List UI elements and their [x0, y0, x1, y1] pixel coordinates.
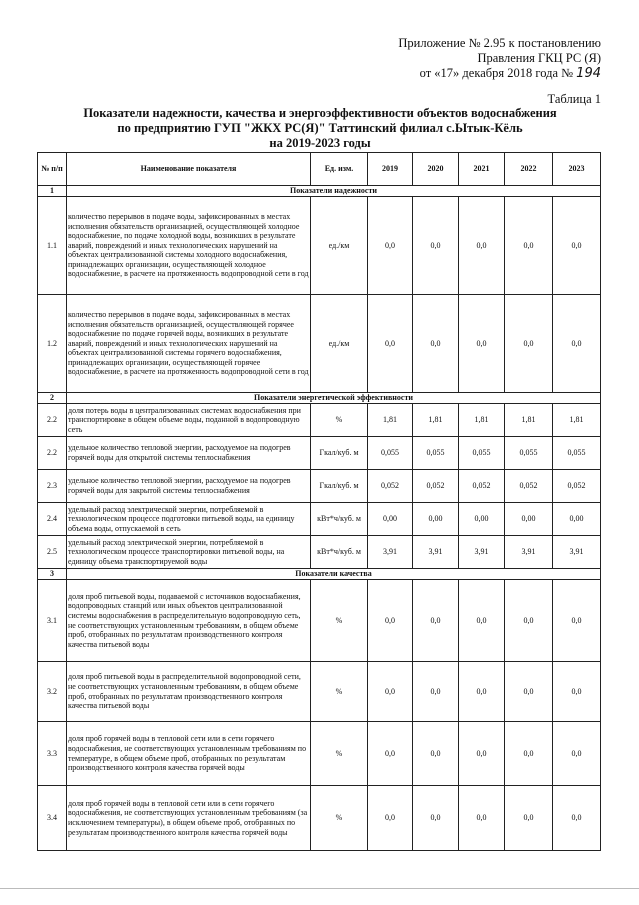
unit-cell: Гкал/куб. м: [311, 437, 368, 470]
value-cell: 0,0: [459, 786, 505, 851]
value-cell: 0,0: [553, 662, 601, 722]
indicators-table: [37, 152, 601, 851]
value-cell: 3,91: [459, 536, 505, 569]
appendix-line-2: Правления ГКЦ РС (Я): [477, 51, 601, 65]
unit-cell: %: [311, 404, 368, 437]
header-cell-2023: 2023: [553, 153, 601, 186]
value-cell: 0,00: [553, 503, 601, 536]
row-number: 2.3: [38, 470, 67, 503]
value-cell: 1,81: [368, 404, 413, 437]
value-cell: 0,0: [459, 722, 505, 786]
value-cell: 0,0: [505, 662, 553, 722]
header-cell-2022: 2022: [505, 153, 553, 186]
value-cell: 0,052: [505, 470, 553, 503]
unit-cell: %: [311, 662, 368, 722]
appendix-line-1: Приложение № 2.95 к постановлению: [398, 36, 601, 50]
row-number: 2.5: [38, 536, 67, 569]
value-cell: 0,0: [368, 580, 413, 662]
unit-cell: Гкал/куб. м: [311, 470, 368, 503]
value-cell: 1,81: [553, 404, 601, 437]
indicator-name: доля проб горячей воды в тепловой сети или в сети горячего водоснабжения, не соответствующих установленным требованиям по температуре, в общем объеме проб, отобранных по результатам производственного контроля качества горячей воды: [67, 722, 311, 786]
indicator-name: доля потерь воды в централизованных системах водоснабжения при транспортировке в общем объеме воды, поданной в водопроводную сеть: [67, 404, 311, 437]
section-number: 1: [38, 186, 67, 197]
section-number: 3: [38, 569, 67, 580]
section-row: [38, 569, 601, 580]
row-number: 1.1: [38, 197, 67, 295]
indicator-name: удельный расход электрической энергии, потребляемой в технологическом процессе подготовки питьевой воды, на единицу объема воды, отпускаемой в сеть: [67, 503, 311, 536]
table-row: [38, 722, 601, 786]
value-cell: 0,0: [505, 786, 553, 851]
value-cell: 1,81: [413, 404, 459, 437]
value-cell: 0,0: [413, 295, 459, 393]
section-row: [38, 393, 601, 404]
value-cell: 0,0: [459, 197, 505, 295]
page-bottom-edge: [0, 888, 639, 889]
value-cell: 0,055: [505, 437, 553, 470]
row-number: 1.2: [38, 295, 67, 393]
unit-cell: %: [311, 786, 368, 851]
indicator-name: доля проб питьевой воды в распределительной водопроводной сети, не соответствующих установленным требованиям, в общем объеме проб, отобранных по результатам производственного контроля качества питьевой воды: [67, 662, 311, 722]
value-cell: 0,00: [368, 503, 413, 536]
appendix-header: [398, 36, 601, 81]
value-cell: 0,052: [413, 470, 459, 503]
header-cell-name: Наименование показателя: [67, 153, 311, 186]
unit-cell: ед./км: [311, 295, 368, 393]
section-title: Показатели надежности: [67, 186, 601, 197]
indicator-name: количество перерывов в подаче воды, зафиксированных в местах исполнения обязательств организацией, осуществляющей холодное водоснабжение, по подаче холодной воды, возникших в результате аварий, повреждений и иных технологических нарушений на объектах централизованной системы холодного водоснабжения, принадлежащих организации, осуществляющей холодное водоснабжение, в расчете на протяженность водопроводной сети в год: [67, 197, 311, 295]
value-cell: 0,0: [368, 722, 413, 786]
indicator-name: доля проб горячей воды в тепловой сети или в сети горячего водоснабжения, не соответствующих установленным требованиям (за исключением температуры), в общем объеме проб, отобранных по результатам производственного контроля качества горячей воды: [67, 786, 311, 851]
value-cell: 3,91: [505, 536, 553, 569]
document-title: [30, 106, 610, 151]
appendix-line-3: [398, 66, 601, 81]
section-number: 2: [38, 393, 67, 404]
table-row: [38, 786, 601, 851]
row-number: 3.3: [38, 722, 67, 786]
table-row: [38, 404, 601, 437]
value-cell: 0,00: [505, 503, 553, 536]
unit-cell: ед./км: [311, 197, 368, 295]
value-cell: 0,052: [553, 470, 601, 503]
value-cell: 0,0: [413, 662, 459, 722]
value-cell: 0,0: [553, 722, 601, 786]
table-row: [38, 197, 601, 295]
header-cell-unit: Ед. изм.: [311, 153, 368, 186]
title-line-1: Показатели надежности, качества и энергоэффективности объектов водоснабжения: [83, 106, 557, 120]
value-cell: 0,0: [459, 580, 505, 662]
unit-cell: кВт*ч/куб. м: [311, 503, 368, 536]
table-body: [38, 186, 601, 851]
value-cell: 0,052: [368, 470, 413, 503]
row-number: 2.2: [38, 404, 67, 437]
value-cell: 0,052: [459, 470, 505, 503]
value-cell: 0,0: [553, 295, 601, 393]
header-cell-2020: 2020: [413, 153, 459, 186]
indicator-name: удельный расход электрической энергии, потребляемой в технологическом процессе транспортировки питьевой воды, на единицу объема транспортируемой воды: [67, 536, 311, 569]
table-row: [38, 295, 601, 393]
row-number: 3.1: [38, 580, 67, 662]
title-line-3: на 2019-2023 годы: [269, 136, 371, 150]
value-cell: 0,055: [553, 437, 601, 470]
indicator-name: доля проб питьевой воды, подаваемой с источников водоснабжения, водопроводных станций или иных объектов централизованной системы водоснабжения в распределительную водопроводную сеть, не соответствующих установленным требованиям, в общем объеме проб, отобранных по результатам производственного контроля качества питьевой воды: [67, 580, 311, 662]
indicator-name: удельное количество тепловой энергии, расходуемое на подогрев горячей воды для закрытой системы теплоснабжения: [67, 470, 311, 503]
value-cell: 0,0: [553, 580, 601, 662]
table-row: [38, 470, 601, 503]
table-row: [38, 662, 601, 722]
value-cell: 0,0: [413, 786, 459, 851]
table-label: Таблица 1: [547, 92, 601, 106]
value-cell: 0,00: [459, 503, 505, 536]
value-cell: 0,055: [368, 437, 413, 470]
value-cell: 0,0: [368, 197, 413, 295]
value-cell: 3,91: [368, 536, 413, 569]
unit-cell: %: [311, 722, 368, 786]
value-cell: 1,81: [505, 404, 553, 437]
header-cell-num: № п/п: [38, 153, 67, 186]
value-cell: 0,0: [553, 197, 601, 295]
value-cell: 0,0: [505, 197, 553, 295]
header-cell-2021: 2021: [459, 153, 505, 186]
section-title: Показатели энергетической эффективности: [67, 393, 601, 404]
value-cell: 0,0: [368, 295, 413, 393]
section-title: Показатели качества: [67, 569, 601, 580]
value-cell: 0,0: [459, 662, 505, 722]
row-number: 2.4: [38, 503, 67, 536]
value-cell: 0,0: [505, 580, 553, 662]
table-row: [38, 580, 601, 662]
header-cell-2019: 2019: [368, 153, 413, 186]
unit-cell: %: [311, 580, 368, 662]
indicator-name: удельное количество тепловой энергии, расходуемое на подогрев горячей воды для открытой системы теплоснабжения: [67, 437, 311, 470]
value-cell: 0,0: [413, 197, 459, 295]
unit-cell: кВт*ч/куб. м: [311, 536, 368, 569]
value-cell: 0,0: [553, 786, 601, 851]
row-number: 2.2: [38, 437, 67, 470]
value-cell: 0,0: [368, 786, 413, 851]
value-cell: 0,0: [459, 295, 505, 393]
row-number: 3.4: [38, 786, 67, 851]
value-cell: 0,0: [505, 295, 553, 393]
value-cell: 1,81: [459, 404, 505, 437]
table-row: [38, 437, 601, 470]
value-cell: 0,0: [505, 722, 553, 786]
appendix-date: от «17» декабря 2018 года №: [419, 66, 574, 80]
value-cell: 0,055: [459, 437, 505, 470]
section-row: [38, 186, 601, 197]
value-cell: 0,0: [413, 722, 459, 786]
value-cell: 3,91: [553, 536, 601, 569]
table-row: [38, 503, 601, 536]
decree-number: 194: [576, 66, 601, 81]
value-cell: 0,055: [413, 437, 459, 470]
row-number: 3.2: [38, 662, 67, 722]
value-cell: 3,91: [413, 536, 459, 569]
title-line-2: по предприятию ГУП "ЖКХ РС(Я)" Таттинский филиал с.Ытык-Кёль: [117, 121, 523, 135]
indicator-name: количество перерывов в подаче воды, зафиксированных в местах исполнения обязательств организацией, осуществляющей горячее водоснабжение по подаче горячей воды, возникших в результате аварий, повреждений и иных технологических нарушений на объектах централизованной системы горячего водоснабжения, принадлежащих организации, осуществляющей горячее водоснабжение, в расчете на протяженность водопроводной сети в год: [67, 295, 311, 393]
value-cell: 0,0: [413, 580, 459, 662]
table-header-row: [38, 153, 601, 186]
table-row: [38, 536, 601, 569]
value-cell: 0,0: [368, 662, 413, 722]
value-cell: 0,00: [413, 503, 459, 536]
